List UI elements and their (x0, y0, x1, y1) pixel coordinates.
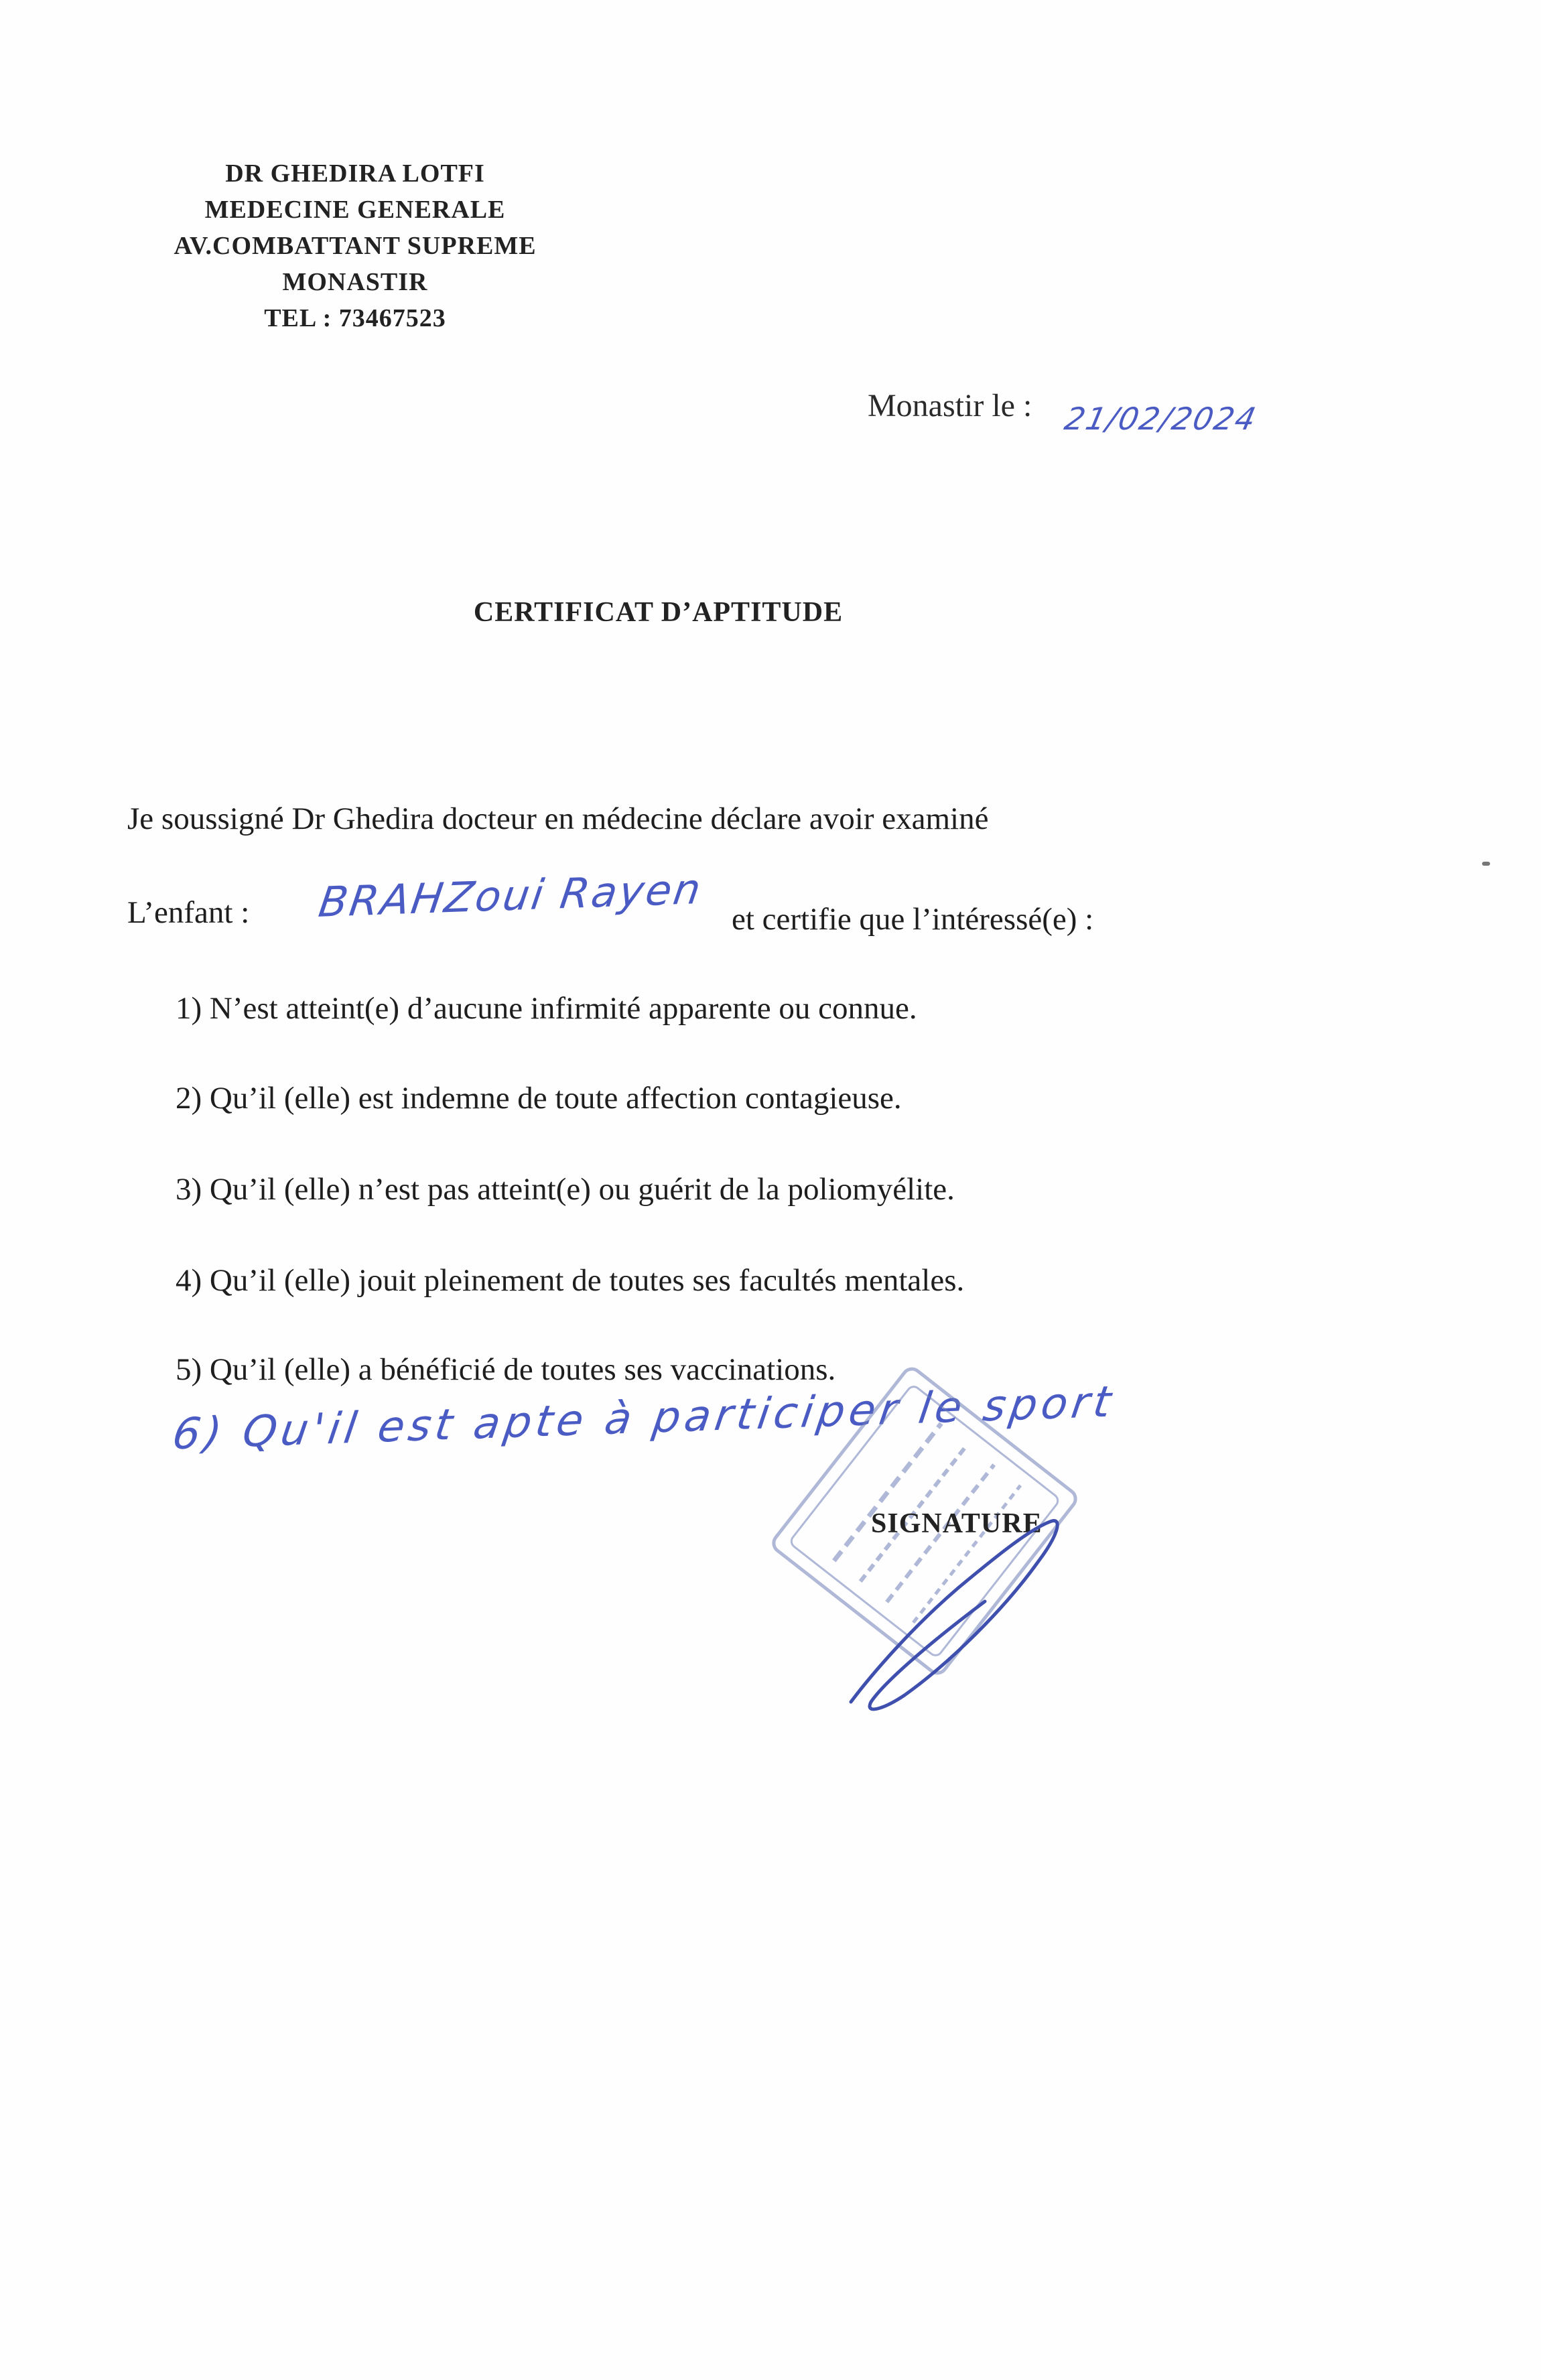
child-label: L’enfant : (127, 895, 250, 930)
scan-speck (1482, 862, 1490, 866)
city: MONASTIR (282, 268, 428, 296)
list-item: 3) Qu’il (elle) n’est pas atteint(e) ou guérit de la poliomyélite. (176, 1172, 955, 1207)
handwritten-item-6: 6) Qu'il est apte à participer le sport (169, 1377, 1118, 1460)
handwritten-date: 21/02/2024 (1061, 401, 1260, 437)
letterhead (121, 155, 590, 336)
list-item: 5) Qu’il (elle) a bénéficié de toutes ses vaccinations. (176, 1352, 836, 1387)
phone: TEL : 73467523 (264, 304, 446, 332)
intro-sentence: Je soussigné Dr Ghedira docteur en médecine déclare avoir examiné (127, 801, 989, 836)
handwritten-child-name: BRAHZoui Rayen (316, 864, 706, 927)
address: AV.COMBATTANT SUPREME (174, 232, 537, 260)
list-item: 2) Qu’il (elle) est indemne de toute affection contagieuse. (176, 1081, 902, 1116)
specialty: MEDECINE GENERALE (204, 196, 506, 224)
list-item: 1) N’est atteint(e) d’aucune infirmité apparente ou connue. (176, 991, 917, 1026)
document-title: CERTIFICAT D’APTITUDE (473, 597, 844, 628)
list-item: 4) Qu’il (elle) jouit pleinement de toutes ses facultés mentales. (176, 1263, 965, 1298)
signature-label: SIGNATURE (871, 1508, 1043, 1539)
doctor-name: DR GHEDIRA LOTFI (225, 159, 485, 188)
date-label: Monastir le : (868, 388, 1032, 423)
certifie-text: et certifie que l’intéressé(e) : (732, 902, 1094, 937)
handwritten-signature (831, 1474, 1112, 1729)
